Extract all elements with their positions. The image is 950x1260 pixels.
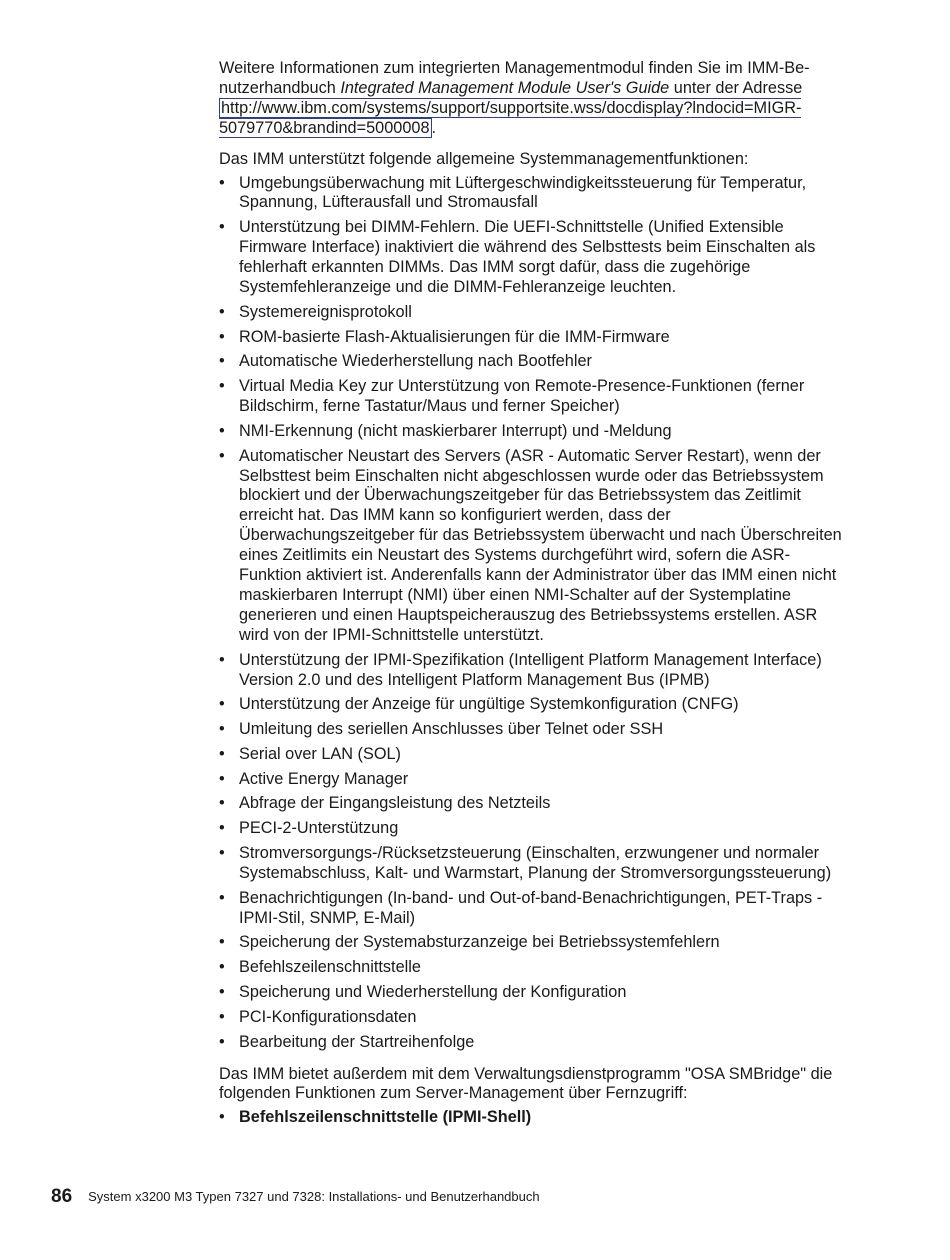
imm-guide-link[interactable]: http://www.ibm.com/systems/support/supportsite.wss/docdisplay?lndocid=MIGR-5079770&brandind=5000008 xyxy=(219,98,802,137)
bullet-icon: • xyxy=(219,446,225,465)
list-item xyxy=(219,218,849,298)
list-item xyxy=(219,328,849,348)
list-item xyxy=(219,651,849,691)
list-item xyxy=(219,1108,849,1128)
bullet-icon: • xyxy=(219,650,225,669)
bullet-icon: • xyxy=(219,327,225,346)
bullet-icon: • xyxy=(219,218,225,237)
bullet-icon: • xyxy=(219,744,225,763)
list-item-text: Unterstützung der IPMI-Spezifikation (Intelligent Platform Management Interface) Version 2.0 und des Intelligent Platform Management Bus (IPMB) xyxy=(239,650,822,689)
list-item-text: Active Energy Manager xyxy=(239,769,409,788)
list-item xyxy=(219,794,849,814)
list-item xyxy=(219,174,849,214)
list-item-text: Unterstützung der Anzeige für ungültige Systemkonfiguration (CNFG) xyxy=(239,695,739,714)
list-item xyxy=(219,695,849,715)
list-item xyxy=(219,770,849,790)
page-number: 86 xyxy=(51,1186,73,1207)
bullet-icon: • xyxy=(219,769,225,788)
list-item-text: Automatischer Neustart des Servers (ASR - Automatic Server Restart), wenn der Selbsttest beim Einschalten nicht abgeschlossen wurde oder das Betriebssystem blockiert und der Überwachungszeitgeber für das Betriebssystem das Zeitlimit erreicht hat. Das IMM kann so konfiguriert werden, dass der Überwachungszeitgeber für das Betriebssystem überwacht und nach Überschreiten eines Zeitlimits ein Neustart des Systems durchgeführt wird, sofern die ASR-Funktion aktiviert ist. Anderenfalls kann der Administrator über das IMM einen nicht maskierbaren Interrupt (NMI) über einen NMI-Schalter auf der Systemplatine generieren und einen Hauptspeicherauszug des Betriebssystems erstellen. ASR wird von der IPMI-Schnittstelle unterstützt. xyxy=(239,446,842,644)
list-item xyxy=(219,352,849,372)
page-content xyxy=(219,59,849,1133)
feature-list xyxy=(219,174,849,1053)
features-lead: Das IMM unterstützt folgende allgemeine Systemmanagementfunktionen: xyxy=(219,149,749,168)
intro-text-address: unter der Adresse xyxy=(669,78,803,97)
list-item xyxy=(219,303,849,323)
intro-text-start: Weitere Informationen zum integrierten Managementmodul finden Sie im IMM-Be- nutzerhandbuch xyxy=(219,59,810,97)
list-item xyxy=(219,377,849,417)
list-item-text: Serial over LAN (SOL) xyxy=(239,744,401,763)
list-item-text: Unterstützung bei DIMM-Fehlern. Die UEFI-Schnittstelle (Unified Extensible Firmware Interface) inaktiviert die während des Selbsttests beim Einschalten als fehlerhaft erkannten DIMMs. Das IMM sorgt dafür, dass die zugehörige Systemfehleranzeige und die DIMM-Fehleranzeige leuchten. xyxy=(239,218,816,296)
bullet-icon: • xyxy=(219,173,225,192)
bullet-icon: • xyxy=(219,695,225,714)
list-item-text: Abfrage der Eingangsleistung des Netzteils xyxy=(239,794,551,813)
bullet-icon: • xyxy=(219,377,225,396)
bullet-icon: • xyxy=(219,958,225,977)
bullet-icon: • xyxy=(219,720,225,739)
bullet-icon: • xyxy=(219,302,225,321)
bullet-icon: • xyxy=(219,1032,225,1051)
list-item xyxy=(219,447,849,646)
bullet-icon: • xyxy=(219,1108,225,1127)
bullet-icon: • xyxy=(219,983,225,1002)
list-item xyxy=(219,889,849,929)
list-item xyxy=(219,933,849,953)
list-item xyxy=(219,720,849,740)
list-item-text: PCI-Konfigurationsdaten xyxy=(239,1007,417,1026)
bullet-icon: • xyxy=(219,352,225,371)
bullet-icon: • xyxy=(219,819,225,838)
list-item-text: Bearbeitung der Startreihenfolge xyxy=(239,1032,475,1051)
list-item-text: Benachrichtigungen (In-band- und Out-of-band-Benachrichtigungen, PET-Traps - IPMI-Stil, SNMP, E-Mail) xyxy=(239,888,823,927)
bullet-icon: • xyxy=(219,794,225,813)
list-item xyxy=(219,958,849,978)
list-item-text: Automatische Wiederherstellung nach Bootfehler xyxy=(239,352,592,371)
list-item-text: Speicherung der Systemabsturzanzeige bei Betriebssystemfehlern xyxy=(239,933,720,952)
bullet-icon: • xyxy=(219,844,225,863)
bullet-icon: • xyxy=(219,1007,225,1026)
list-item-text: ROM-basierte Flash-Aktualisierungen für die IMM-Firmware xyxy=(239,327,670,346)
bullet-icon: • xyxy=(219,421,225,440)
list-item-text: Virtual Media Key zur Unterstützung von Remote-Presence-Funktionen (ferner Bildschirm, ferne Tastatur/Maus und ferner Speicher) xyxy=(239,377,805,416)
intro-paragraph xyxy=(219,59,849,139)
list-item-text: Speicherung und Wiederherstellung der Konfiguration xyxy=(239,983,627,1002)
closing-paragraph: Das IMM bietet außerdem mit dem Verwaltungsdienstprogramm "OSA SMBridge" die folgenden Funktionen zum Server-Management über Fernzugriff: xyxy=(219,1064,833,1103)
list-item xyxy=(219,1008,849,1028)
intro-period: . xyxy=(431,118,437,137)
list-item-text: Befehlszeilenschnittstelle xyxy=(239,958,421,977)
list-item xyxy=(219,422,849,442)
guide-title: Integrated Management Module User's Guide xyxy=(340,78,670,97)
list-item-text: Systemereignisprotokoll xyxy=(239,302,412,321)
bullet-icon: • xyxy=(219,888,225,907)
list-item xyxy=(219,819,849,839)
list-item-text: Umleitung des seriellen Anschlusses über Telnet oder SSH xyxy=(239,720,664,739)
bullet-icon: • xyxy=(219,933,225,952)
list-item-text: PECI-2-Unterstützung xyxy=(239,819,399,838)
list-item-text: Befehlszeilenschnittstelle (IPMI-Shell) xyxy=(239,1108,532,1127)
page-footer xyxy=(51,1186,911,1208)
list-item-text: Umgebungsüberwachung mit Lüftergeschwindigkeitssteuerung für Temperatur, Spannung, Lüfterausfall und Stromausfall xyxy=(239,173,807,212)
remote-feature-list xyxy=(219,1108,849,1128)
footer-title: System x3200 M3 Typen 7327 und 7328: Installations- und Benutzerhandbuch xyxy=(88,1189,540,1204)
list-item xyxy=(219,844,849,884)
list-item xyxy=(219,745,849,765)
list-item-text: NMI-Erkennung (nicht maskierbarer Interrupt) und -Meldung xyxy=(239,421,672,440)
list-item xyxy=(219,983,849,1003)
list-item-text: Stromversorgungs-/Rücksetzsteuerung (Einschalten, erzwungener und normaler Systemabschluss, Kalt- und Warmstart, Planung der Stromversorgungssteuerung) xyxy=(239,844,832,882)
list-item xyxy=(219,1033,849,1053)
